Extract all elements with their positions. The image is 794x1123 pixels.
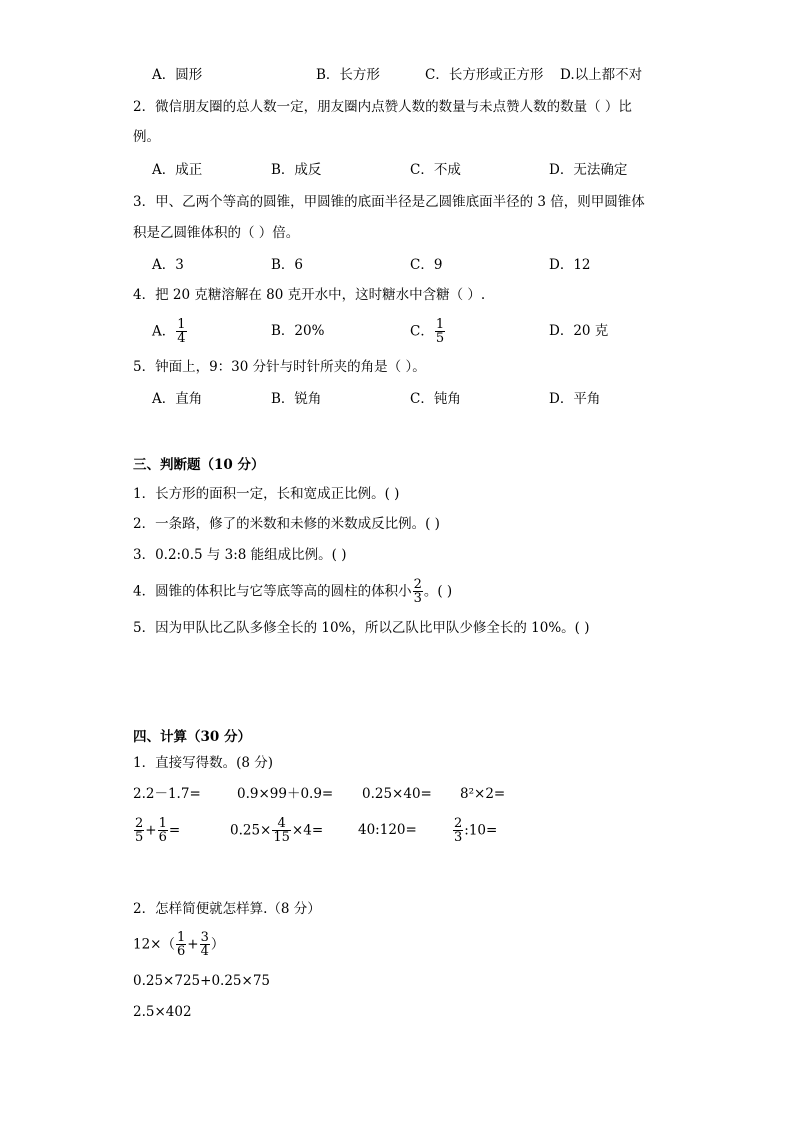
fraction [134, 817, 144, 844]
fraction-denominator: 3 [454, 830, 463, 845]
fraction-numerator: 1 [177, 930, 186, 945]
fraction-denominator: 6 [177, 944, 186, 959]
calc-expr-6 [230, 814, 323, 847]
q3-text-line1: 3．甲、乙两个等高的圆锥，甲圆锥的底面半径是乙圆锥底面半径的 3 倍，则甲圆锥体 [133, 194, 645, 210]
expr-suffix: ×4= [291, 822, 324, 839]
q4-option-c [410, 316, 446, 347]
q2-option-c: C．不成 [410, 162, 461, 178]
fraction-denominator: 3 [413, 591, 422, 606]
q2-text-line1: 2．微信朋友圈的总人数一定，朋友圈内点赞人数的数量与未点赞人数的数量（ ）比 [133, 99, 632, 115]
q2-option-d: D．无法确定 [549, 162, 628, 178]
fraction-denominator: 15 [273, 830, 290, 845]
fraction-numerator: 2 [135, 816, 144, 831]
q4-text: 4．把 20 克糖溶解在 80 克开水中，这时糖水中含糖（ ）. [133, 287, 486, 303]
fraction [200, 931, 210, 958]
calc-simplify-2: 0.25×725+0.25×75 [133, 973, 270, 989]
calc-expr-3: 0.25×40= [362, 786, 432, 802]
fraction [158, 817, 168, 844]
q5-text: 5．钟面上，9：30 分针与时针所夹的角是（ ）。 [133, 359, 426, 375]
operator: + [187, 936, 199, 953]
q1-option-b: B．长方形 [316, 67, 380, 83]
calc-simplify-1 [133, 928, 224, 961]
operator: + [145, 822, 157, 839]
calc-expr-4: 8²×2= [460, 786, 506, 802]
q3-text-line2: 积是乙圆锥体积的（ ）倍。 [133, 225, 300, 241]
expr-suffix: :10= [464, 822, 498, 839]
fraction-one-quarter [176, 318, 186, 345]
q3-option-a: A．3 [152, 257, 184, 273]
fraction [453, 817, 463, 844]
q1-option-c: C．长方形或正方形 [425, 67, 544, 83]
judge-item-4-bracket: 。( ) [423, 583, 453, 600]
calc-expr-7: 40:120= [358, 822, 417, 838]
calc-sub2-title: 2．怎样简便就怎样算.（8 分） [133, 901, 321, 917]
fraction-numerator: 1 [177, 317, 186, 332]
q4-option-b: B．20% [271, 323, 325, 339]
section-judge-heading: 三、判断题（10 分） [133, 457, 265, 473]
judge-item-3: 3．0.2:0.5 与 3:8 能组成比例。( ) [133, 547, 347, 563]
q4-option-d: D．20 克 [549, 323, 609, 339]
q4-option-a [152, 316, 188, 347]
q3-option-c: C．9 [410, 257, 443, 273]
equals: = [168, 822, 181, 839]
section-calc-heading: 四、计算（30 分） [133, 729, 251, 745]
fraction-numerator: 4 [272, 817, 291, 831]
fraction-denominator: 5 [135, 830, 144, 845]
calc-expr-2: 0.9×99＋0.9= [237, 786, 334, 802]
q5-option-c: C．钝角 [410, 391, 461, 407]
q2-text-line2: 例。 [133, 129, 160, 145]
judge-item-4-text: 4．圆锥的体积比与它等底等高的圆柱的体积小 [133, 583, 412, 600]
fraction-denominator: 5 [435, 331, 445, 346]
fraction-denominator: 4 [177, 331, 186, 346]
fraction [176, 931, 186, 958]
calc-simplify-3: 2.5×402 [133, 1004, 192, 1020]
judge-item-5: 5．因为甲队比乙队多修全长的 10%，所以乙队比甲队少修全长的 10%。( ) [133, 620, 590, 636]
q3-option-d: D．12 [549, 257, 591, 273]
q3-option-b: B．6 [271, 257, 304, 273]
judge-item-1: 1．长方形的面积一定，长和宽成正比例。( ) [133, 486, 400, 502]
q2-option-a: A．成正 [152, 162, 203, 178]
calc-expr-1: 2.2－1.7= [133, 786, 201, 802]
q1-option-d: D.以上都不对 [560, 67, 643, 83]
calc-expr-5 [133, 814, 180, 847]
fraction-denominator: 6 [158, 830, 167, 845]
q5-option-b: B．锐角 [271, 391, 322, 407]
fraction-numerator: 1 [435, 317, 445, 332]
fraction-one-fifth [435, 318, 445, 345]
q5-option-a: A．直角 [152, 391, 203, 407]
calc-sub1-title: 1．直接写得数。(8 分) [133, 755, 274, 771]
expr-suffix: ） [210, 936, 225, 953]
q5-option-d: D．平角 [549, 391, 601, 407]
fraction-two-thirds [413, 578, 423, 605]
calc-expr-8 [452, 814, 497, 847]
q4-option-a-label: A． [152, 323, 176, 340]
q4-option-c-label: C． [410, 323, 434, 340]
fraction-numerator: 3 [200, 930, 209, 945]
fraction-numerator: 2 [454, 816, 463, 831]
q1-option-a: A．圆形 [152, 67, 203, 83]
judge-item-2: 2．一条路，修了的米数和未修的米数成反比例。( ) [133, 516, 440, 532]
expr-prefix: 12×（ [133, 936, 175, 953]
fraction-numerator: 1 [158, 816, 167, 831]
fraction [272, 817, 291, 844]
fraction-denominator: 4 [200, 944, 209, 959]
fraction-numerator: 2 [413, 577, 422, 592]
expr-prefix: 0.25× [230, 822, 272, 839]
judge-item-4 [133, 576, 452, 607]
q2-option-b: B．成反 [271, 162, 322, 178]
